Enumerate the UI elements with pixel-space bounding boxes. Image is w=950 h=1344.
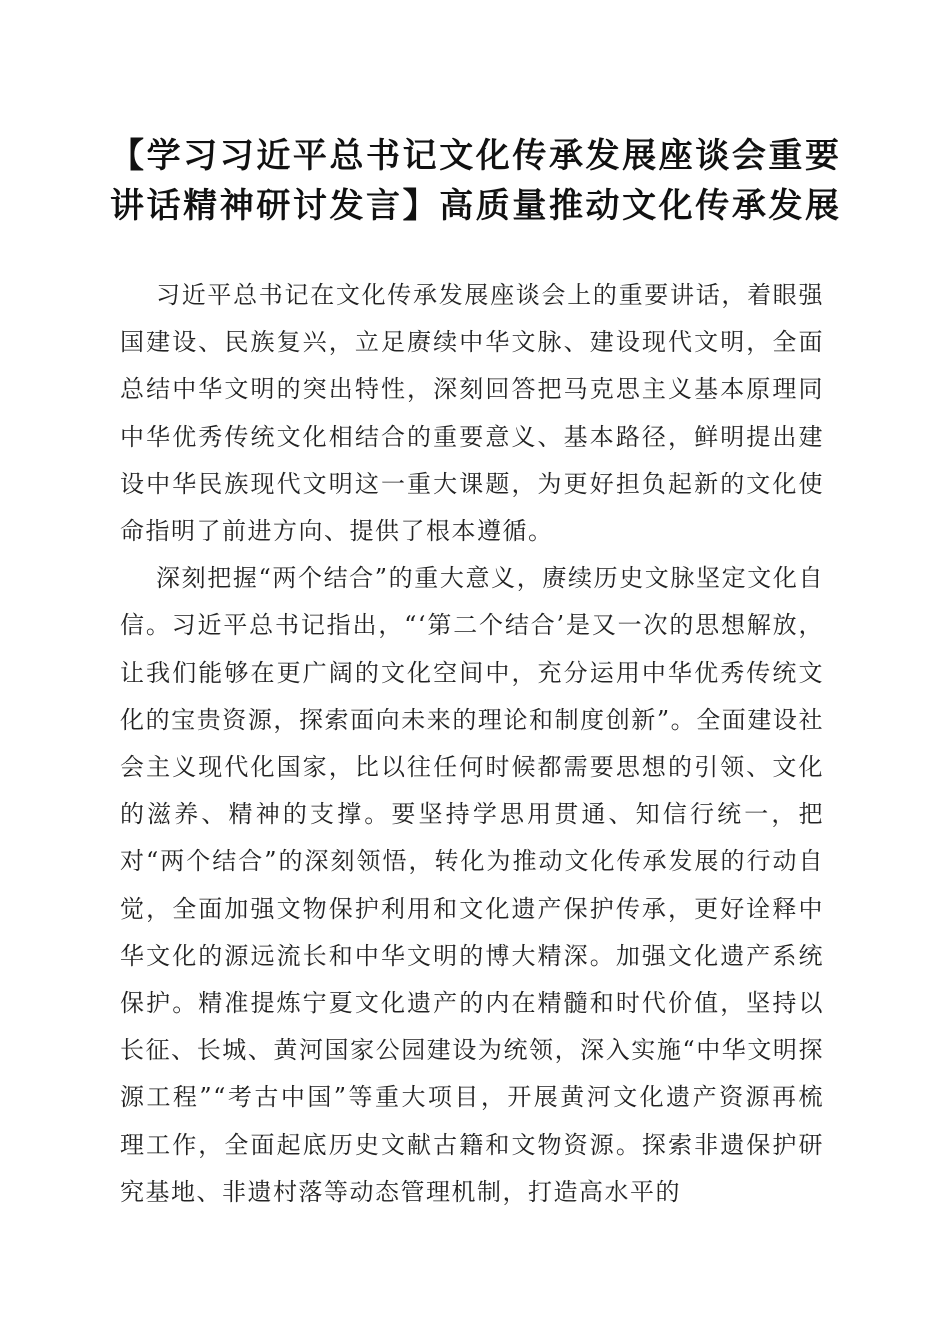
document-title (110, 131, 840, 231)
paragraph-1: 习近平总书记在文化传承发展座谈会上的重要讲话，着眼强国建设、民族复兴，立足赓续中华文脉、建设现代文明，全面总结中华文明的突出特性，深刻回答把马克思主义基本原理同中华优秀传统文化相结合的重要意义、基本路径，鲜明提出建设中华民族现代文明这一重大课题，为更好担负起新的文化使命指明了前进方向、提供了根本遵循。 (120, 281, 824, 546)
title-line-2: 讲话精神研讨发言】高质量推动文化传承发展 (110, 186, 840, 226)
paragraph-2: 深刻把握“两个结合”的重大意义，赓续历史文脉坚定文化自信。习近平总书记指出，“‘第二个结合’是又一次的思想解放，让我们能够在更广阔的文化空间中，充分运用中华优秀传统文化的宝贵资源，探索面向未来的理论和制度创新”。全面建设社会主义现代化国家，比以往任何时候都需要思想的引领、文化的滋养、精神的支撑。要坚持学思用贯通、知信行统一，把对“两个结合”的深刻领悟，转化为推动文化传承发展的行动自觉，全面加强文物保护利用和文化遗产保护传承，更好诠释中华文化的源远流长和中华文明的博大精深。加强文化遗产系统保护。精准提炼宁夏文化遗产的内在精髓和时代价值，坚持以长征、长城、黄河国家公园建设为统领，深入实施“中华文明探源工程”“考古中国”等重大项目，开展黄河文化遗产资源再梳理工作，全面起底历史文献古籍和文物资源。探索非遗保护研究基地、非遗村落等动态管理机制，打造高水平的 (120, 564, 824, 1206)
title-line-1: 【学习习近平总书记文化传承发展座谈会重要 (110, 136, 840, 176)
document-body (120, 272, 824, 1216)
